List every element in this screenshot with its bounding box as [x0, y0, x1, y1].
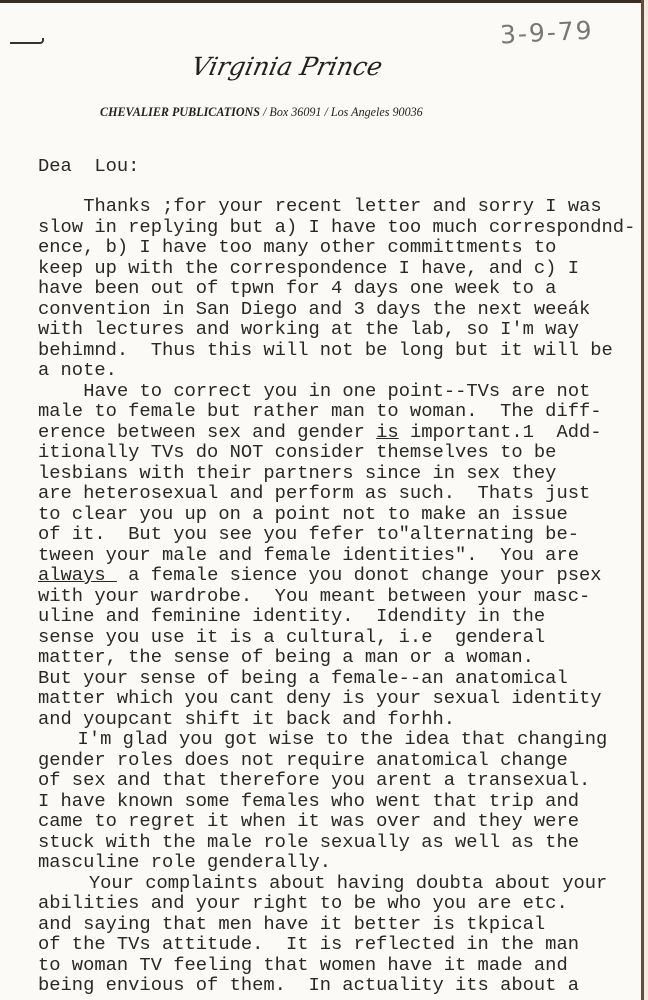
text-line [38, 463, 635, 484]
handwritten-mark [10, 38, 44, 44]
line-text: and saying that men have it better is tkpical [38, 912, 546, 935]
city: Los Angeles 90036 [330, 104, 423, 119]
text-line [38, 299, 635, 320]
line-text: and youpcant shift it back and forhh. [38, 707, 456, 730]
line-text: of sex and that therefore you arent a transexual. [38, 769, 591, 791]
line-text: stuck with the male role sexually as well as the [38, 830, 579, 853]
text-line [38, 750, 635, 771]
line-text: important.1 Add- [398, 420, 602, 443]
handwritten-date: 3-9-79 [499, 15, 595, 50]
text-line [38, 688, 635, 709]
line-text: I'm glad you got wise to the idea that changing [77, 728, 608, 750]
text-line [38, 975, 635, 996]
text-line [38, 914, 635, 935]
text-line [38, 340, 635, 361]
text-line [38, 873, 635, 894]
text-line [38, 893, 635, 914]
line-text: erence between sex and gender [38, 420, 377, 443]
line-text: keep up with the correspondence I have, and c) I [38, 256, 579, 279]
text-line [38, 401, 635, 422]
text-line [38, 565, 635, 586]
letter-body [38, 196, 635, 996]
line-text: matter, the sense of being a man or a woman. [38, 646, 534, 668]
text-line [38, 627, 635, 648]
text-line [38, 504, 635, 525]
text-line [38, 586, 635, 607]
line-text: itionally TVs do NOT consider themselves to be [38, 441, 557, 463]
line-text: lesbians with their partners since in sex they [38, 461, 557, 484]
line-text: But your sense of being a female--an anatomical [38, 666, 568, 689]
letterhead-signature-logo: Virginia Prince [188, 52, 386, 81]
text-line [38, 811, 635, 832]
text-line [38, 381, 635, 402]
text-line [38, 237, 635, 258]
text-line [38, 483, 635, 504]
text-line [38, 319, 635, 340]
separator: / [321, 104, 331, 119]
text-line [38, 422, 635, 443]
line-text: are heterosexual and perform as such. Thats just [38, 482, 591, 504]
text-line [38, 606, 635, 627]
line-text: matter which you cant deny is your sexual identity [38, 687, 602, 709]
line-text: came to regret it when it was over and they were [38, 810, 579, 832]
text-line [38, 729, 635, 750]
line-text: to clear you up on a point not to make an issue [38, 502, 568, 525]
line-text: convention in San Diego and 3 days the next weeák [38, 297, 591, 320]
line-text: of it. But you see you fefer to"alternating be- [38, 523, 579, 545]
line-text: tween your male and female identities". You are [38, 543, 579, 566]
line-text: Your complaints about having doubta about your [88, 871, 608, 894]
line-text: being envious of them. In actuality its about a [38, 974, 579, 996]
salutation: Dea Lou: [38, 155, 140, 177]
text-line [38, 709, 635, 730]
text-line [38, 524, 635, 545]
text-line [38, 955, 635, 976]
line-text: masculine role genderally. [38, 851, 332, 873]
publisher-name: CHEVALIER PUBLICATIONS [100, 104, 261, 119]
line-text: uline and feminine identity. Idendity in the [38, 605, 546, 627]
text-line [38, 545, 635, 566]
line-text: slow in replying but a) I have too much correspondnd- [38, 215, 636, 238]
line-text: I have known some females who went that trip and [38, 789, 579, 812]
line-text: abilities and your right to be who you are etc. [38, 892, 568, 914]
line-text: have been out of tpwn for 4 days one week to a [38, 277, 557, 299]
line-text: with your wardrobe. You meant between your masc- [38, 584, 591, 607]
line-text: Thanks ;for your recent letter and sorry I was [83, 195, 602, 217]
text-line [38, 647, 635, 668]
line-text: a note. [38, 359, 117, 381]
line-text: with lectures and working at the lab, so I'm way [38, 318, 579, 340]
text-line [38, 791, 635, 812]
line-text: male to female but rather man to woman. The diff- [38, 400, 602, 422]
line-text: sense you use it is a cultural, i.e genderal [38, 625, 546, 648]
text-line [38, 258, 635, 279]
page-right-margin [644, 0, 648, 1000]
line-text: to woman TV feeling that women have it made and [38, 953, 568, 976]
text-line [38, 360, 635, 381]
text-line [38, 934, 635, 955]
text-line [38, 442, 635, 463]
page-top-edge [0, 0, 648, 3]
text-line [38, 217, 635, 238]
underlined-text: always [38, 564, 117, 586]
underlined-text: is [376, 420, 399, 443]
line-text: Have to correct you in one point--TVs are not [83, 379, 591, 402]
text-line [38, 278, 635, 299]
line-text: ence, b) I have too many other committments to [38, 236, 557, 258]
text-line [38, 770, 635, 791]
text-line [38, 852, 635, 873]
page-right-edge [641, 0, 644, 1000]
text-line [38, 196, 635, 217]
line-text: of the TVs attitude. It is reflected in the man [38, 933, 579, 955]
line-text: gender roles does not require anatomical change [38, 748, 568, 771]
po-box: Box 36091 [269, 104, 322, 119]
line-text: behimnd. Thus this will not be long but it will be [38, 338, 613, 361]
text-line [38, 668, 635, 689]
letterhead-address [100, 104, 423, 120]
separator: / [260, 104, 270, 119]
text-line [38, 832, 635, 853]
line-text: a female sience you donot change your psex [116, 564, 602, 586]
